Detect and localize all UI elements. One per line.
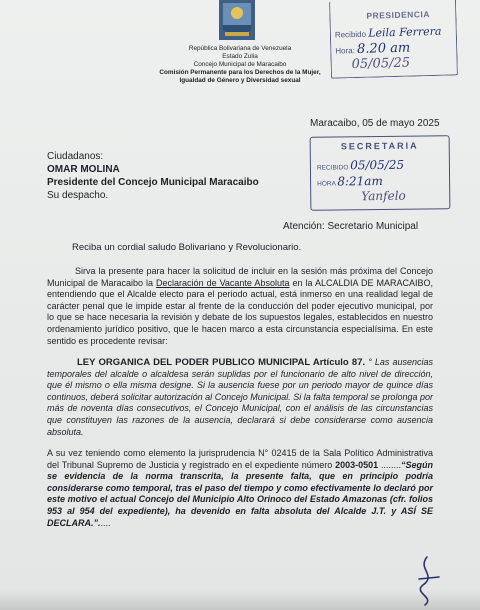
recipient-block bbox=[47, 150, 259, 202]
recibido-handwritten: Leila Ferrera bbox=[368, 24, 442, 40]
attention-line: Atención: Secretario Municipal bbox=[283, 221, 419, 232]
secretaria-firma-handwritten: Yanfelo bbox=[361, 188, 406, 204]
jurisprudence-quote: “Según se evidencia de la norma transcrita, la presente falta, que en principio podría considerarse como temporal, tras el paso del tiempo y como efectivamente lo declaró por este motivo el actual Concejo del Municipio Alto Orinoco del Estado Amazonas (cfr. folios 953 al 954 del expediente), ha devenido en falta absoluta del Alcalde J.T. y ASÍ SE DECLARA.”. bbox=[47, 459, 433, 528]
fecha-handwritten: 05/05/25 bbox=[351, 55, 411, 73]
secretaria-stamp-title: SECRETARIA bbox=[340, 140, 419, 152]
paragraph-request-text-b: en la ALCALDIA DE MARACAIBO, entendiendo que el Alcalde electo para el periodo actual, está inmerso en una realidad legal de carácter penal que le impide estar al frente de la conducción del poder ejecutivo municipal, por lo que se hace necesaria la revisión y debate de los supuestos legales, establecidos en nuestro ordenamiento jurídico positivo, que le hacen marco a esta circunstancia especialísima. En este sentido es procedente revisar: bbox=[47, 277, 434, 346]
expediente-number: 2003-0501 bbox=[335, 459, 379, 470]
paragraph-jurisprudence bbox=[47, 448, 433, 529]
secretaria-hora-label: HORA bbox=[317, 180, 336, 188]
secretaria-recibido-label: RECIBIDO bbox=[316, 164, 349, 172]
secretaria-recibido-handwritten: 05/05/25 bbox=[350, 157, 405, 173]
greeting: Ciudadanos: bbox=[47, 151, 104, 162]
letterhead-line-2: Estado Zulia bbox=[222, 53, 258, 60]
secretaria-stamp bbox=[310, 135, 451, 210]
salutation: Reciba un cordial saludo Bolivariano y Revolucionario. bbox=[72, 242, 302, 253]
hora-label: Hora bbox=[335, 46, 353, 56]
letterhead bbox=[130, 45, 350, 85]
secretaria-hora-handwritten: 8:21am bbox=[337, 173, 383, 189]
presidencia-stamp-title: PRESIDENCIA bbox=[366, 9, 431, 21]
paper-fold-shadow bbox=[0, 590, 480, 610]
law-title: LEY ORGANICA DEL PODER PUBLICO MUNICIPAL Artículo 87. bbox=[77, 357, 366, 368]
recibido-label: Recibido bbox=[334, 29, 367, 40]
municipal-crest-logo bbox=[213, 0, 261, 40]
vacante-absoluta-underlined: Declaración de Vacante Absoluta bbox=[156, 277, 290, 288]
law-text: ° Las ausencias temporales del alcalde o alcaldesa serán suplidas por el funcionario de alto nivel de dirección, que él mismo o ella misma designe. Si la ausencia fuese por un periodo mayor de quince días continuos, deberá solicitar autorización al Concejo Municipal. Si la falta temporal se prolonga por más de noventa días consecutivos, el Concejo Municipal, con el análisis de las circunstancias que constituyen las razones de la ausencia, declarará si debe considerarse como ausencia absoluta. bbox=[47, 357, 434, 437]
presidencia-stamp: PRESIDENCIA Recibido Leila Ferrera Hora: 8.20 am 05/05/25 bbox=[329, 0, 458, 79]
trailing-dots: .... bbox=[100, 517, 111, 528]
law-citation bbox=[47, 357, 433, 438]
recipient-name: OMAR MOLINA bbox=[47, 164, 120, 175]
hora-handwritten: 8.20 am bbox=[356, 40, 411, 57]
letterhead-line-5: Igualdad de Género y Diversidad sexual bbox=[179, 77, 301, 84]
paragraph-request-text-a: Sirva la presente para hacer la solicitud de incluir en la sesión más próxima del Concejo Municipal de Maracaibo la bbox=[47, 266, 433, 288]
paragraph-request bbox=[47, 266, 433, 347]
dots: ........ bbox=[378, 459, 401, 470]
letterhead-line-3: Concejo Municipal de Maracaibo bbox=[193, 61, 287, 68]
jurisprudence-text: A su vez teniendo como elemento la jurisprudencia N° 02415 de la Sala Político Administrativa del Tribunal Supremo de Justicia y registrado en el expediente número bbox=[47, 448, 433, 470]
letterhead-line-4: Comisión Permanente para los Derechos de la Mujer, bbox=[159, 69, 321, 76]
recipient-office: Su despacho. bbox=[47, 190, 109, 201]
letterhead-line-1: República Bolivariana de Venezuela bbox=[188, 45, 292, 52]
recipient-title: Presidente del Concejo Municipal Maracaibo bbox=[47, 177, 259, 188]
date-line: Maracaibo, 05 de mayo 2025 bbox=[310, 118, 440, 129]
